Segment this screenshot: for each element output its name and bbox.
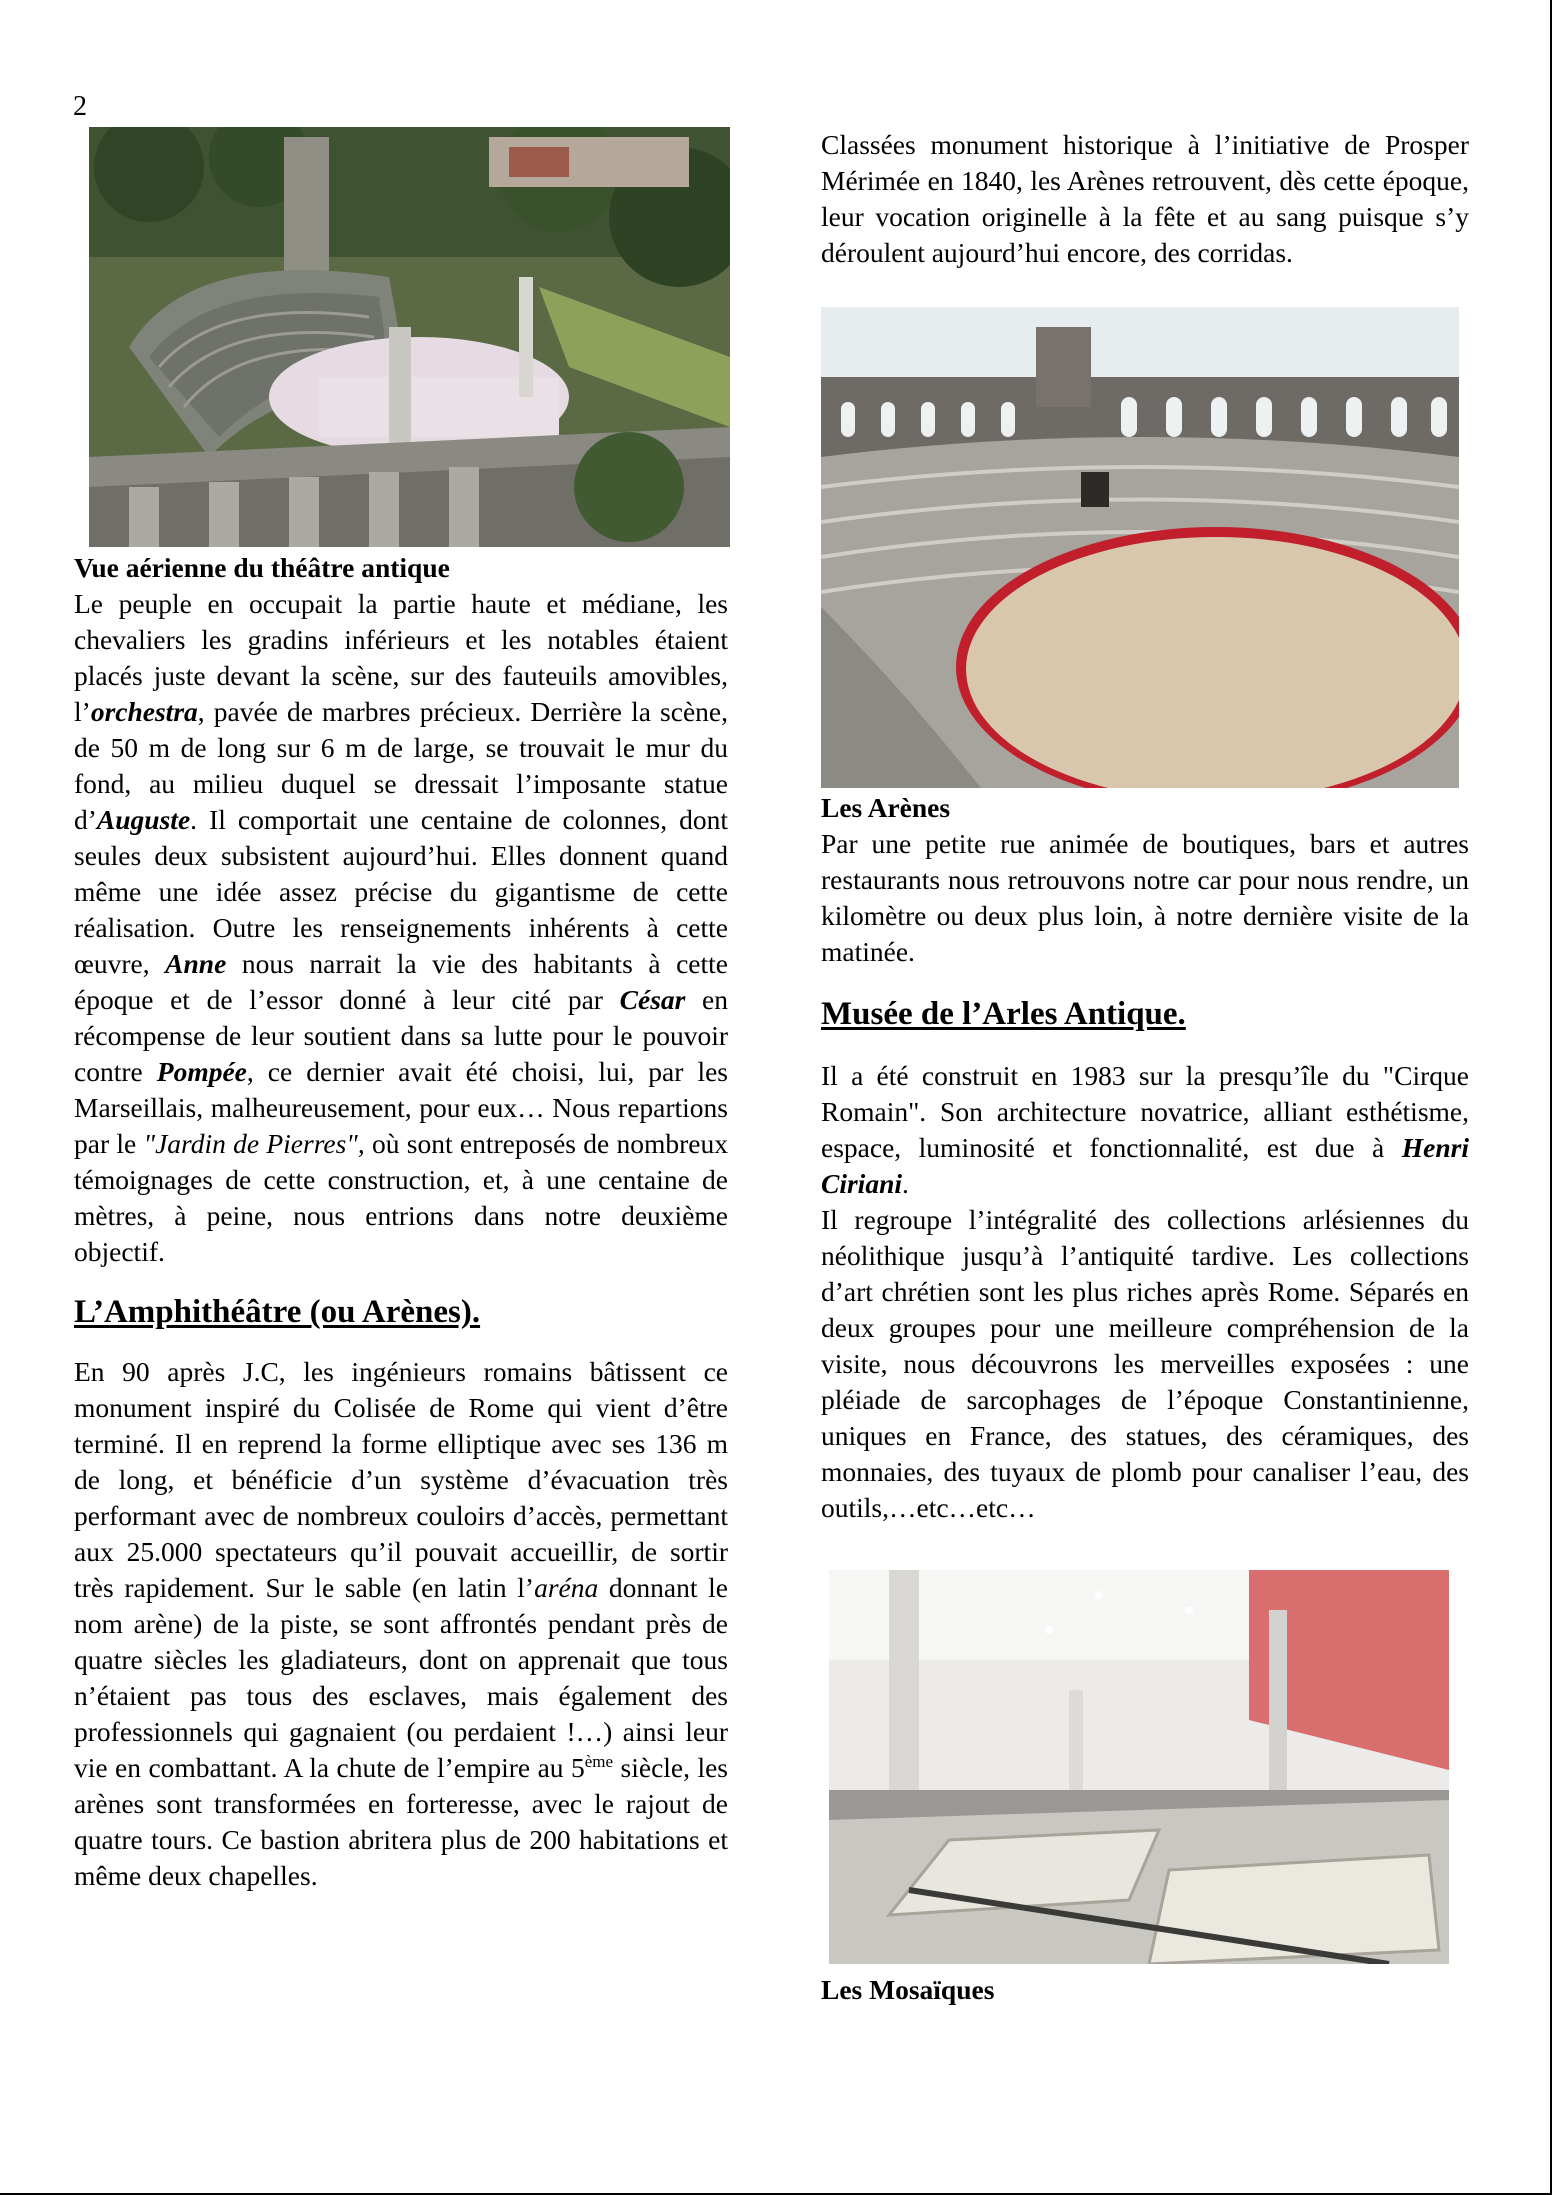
text-run: où sont entreposés de nombreux témoignages de cette construction, et, à une centaine de mètres, à peine, nous entrions dans notre deuxième objectif. — [74, 1128, 729, 1267]
heading-amphitheatre: L’Amphithéâtre (ou Arènes). — [74, 1294, 481, 1330]
paragraph-amphitheatre — [74, 1354, 728, 1894]
italic-jardin: "Jardin de Pierres", — [143, 1128, 365, 1159]
emphasis-auguste: Auguste — [96, 804, 191, 835]
left-column — [74, 550, 728, 1894]
text-run: siècle, les arènes sont transformées en forteresse, avec le rajout de quatre tours. Ce bastion abritera plus de 200 habitations et même deux chapelles. — [74, 1752, 728, 1891]
emphasis-cesar: César — [619, 984, 686, 1015]
paragraph-theatre — [74, 586, 728, 1270]
caption-mosaiques: Les Mosaïques — [821, 1974, 995, 2005]
mosaiques-photo — [829, 1570, 1449, 1964]
text-run: , ce dernier avait été choisi, lui, par les Marseillais, malheureusement, pour eux… Nous repartions par le — [74, 1056, 729, 1159]
paragraph-regroupe: Il regroupe l’intégralité des collections arlésiennes du néolithique jusqu’à l’antiquité tardive. Les collections d’art chrétien sont les plus riches après Rome. Séparés en deux groupes pour une meilleure compréhension de la visite, nous découvrons les merveilles exposées : une pléiade de sarcophages de l’époque Constantinienne, uniques en France, des statues, des céramiques, des monnaies, des tuyaux de plomb pour canaliser l’eau, des outils,…etc…etc… — [821, 1204, 1469, 1523]
paragraph-construit — [821, 1058, 1469, 1202]
text-run: En 90 après J.C, les ingénieurs romains bâtissent ce monument inspiré du Colisée de Rome qui vient d’être terminé. Il en reprend la forme elliptique avec ses 136 m de long, et bénéficie d’un système d’évacuation très performant avec de nombreux couloirs d’accès, permettant aux 25.000 spectateurs qu’il pouvait accueillir, de sortir très rapidement. Sur le sable (en latin l’ — [74, 1356, 728, 1603]
emphasis-orchestra: orchestra — [90, 696, 198, 727]
right-column-top — [821, 127, 1469, 271]
text-run: Il a été construit en 1983 sur la presqu’île du "Cirque Romain". Son architecture novatrice, alliant esthétisme, espace, luminosité et fonctionnalité, est due à — [821, 1060, 1469, 1163]
text-run: en récompense de leur soutient dans sa lutte pour le pouvoir contre — [74, 984, 728, 1087]
caption-theatre: Vue aérienne du théâtre antique — [74, 552, 450, 583]
paragraph-classees: Classées monument historique à l’initiative de Prosper Mérimée en 1840, les Arènes retrouvent, dès cette époque, leur vocation originelle à la fête et au sang puisque s’y déroulent aujourd’hui encore, des corridas. — [821, 129, 1469, 268]
page-number: 2 — [73, 91, 87, 122]
emphasis-anne: Anne — [165, 948, 227, 979]
paragraph-petite-rue: Par une petite rue animée de boutiques, bars et autres restaurants nous retrouvons notre car pour nous rendre, un kilomètre ou deux plus loin, à notre dernière visite de la matinée. — [821, 828, 1469, 967]
italic-arena: aréna — [534, 1572, 599, 1603]
text-run: . — [902, 1168, 909, 1199]
emphasis-henri-ciriani: Henri Ciriani — [821, 1132, 1469, 1199]
text-run: , pavée de marbres précieux. Derrière la scène, de 50 m de long sur 6 m de large, se trouvait le mur du fond, au milieu duquel se dressait l’imposante statue d’ — [74, 696, 728, 835]
text-run: . Il comportait une centaine de colonnes, dont seules deux subsistent aujourd’hui. Elles donnent quand même une idée assez précise du gigantisme de cette réalisation. Outre les renseignements inhérents à cette œuvre, — [74, 804, 728, 979]
right-column-main — [821, 790, 1469, 1526]
heading-musee: Musée de l’Arles Antique. — [821, 996, 1186, 1032]
emphasis-pompee: Pompée — [156, 1056, 247, 1087]
superscript-eme: ème — [584, 1751, 614, 1771]
right-column-bottom — [821, 1972, 1469, 2008]
text-run: donnant le nom arène) de la piste, se sont affrontés pendant près de quatre siècles les gladiateurs, dont on apprenait que tous n’étaient pas tous des esclaves, mais également des professionnels qui gagnaient (ou perdaient !…) ainsi leur vie en combattant. A la chute de l’empire au 5 — [74, 1572, 728, 1783]
text-run: Le peuple en occupait la partie haute et médiane, les chevaliers les gradins inférieurs et les notables étaient placés juste devant la scène, sur des fauteuils amovibles, l’ — [74, 588, 728, 727]
theatre-photo — [89, 127, 730, 547]
text-run: nous narrait la vie des habitants à cette époque et de l’essor donné à leur cité par — [74, 948, 728, 1015]
caption-arenes: Les Arènes — [821, 792, 951, 823]
arenes-photo — [821, 307, 1459, 788]
